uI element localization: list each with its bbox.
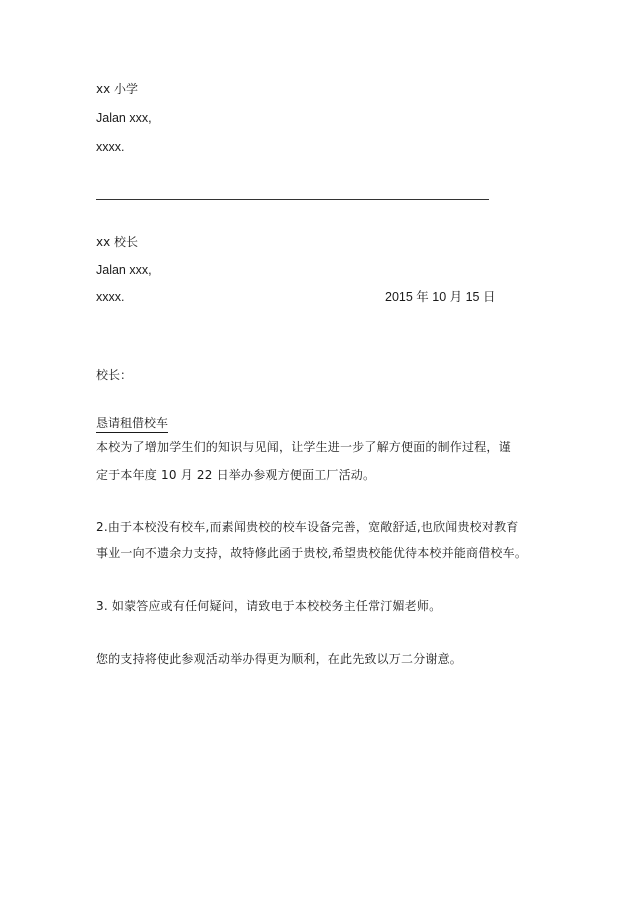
paragraph-1-line-2: 定于本年度 10 月 22 日举办参观方便面工厂活动。: [96, 468, 376, 482]
recipient-name: xx 校长: [96, 235, 139, 249]
paragraph-4-line-1: 您的支持将使此参观活动举办得更为顺利，在此先致以万二分谢意。: [96, 652, 463, 666]
paragraph-2-line-2: 事业一向不遗余力支持，故特修此函于贵校,希望贵校能优待本校并能商借校车。: [96, 546, 528, 560]
recipient-address-line2: xxxx.: [96, 290, 125, 304]
sender-name: xx 小学: [96, 82, 139, 96]
recipient-address-line1: Jalan xxx,: [96, 263, 152, 277]
letter-subject: 恳请租借校车: [96, 415, 168, 433]
paragraph-2-line-1: 2.由于本校没有校车,而素闻贵校的校车设备完善，宽敞舒适,也欣闻贵校对教育: [96, 520, 519, 534]
divider-line: [96, 199, 489, 200]
sender-address-line2: xxxx.: [96, 140, 125, 154]
paragraph-3-line-1: 3. 如蒙答应或有任何疑问，请致电于本校校务主任常汀媚老师。: [96, 599, 442, 613]
paragraph-1-line-1: 本校为了增加学生们的知识与见闻，让学生进一步了解方便面的制作过程，谨: [96, 440, 511, 454]
sender-address-line1: Jalan xxx,: [96, 111, 152, 125]
salutation: 校长：: [96, 368, 133, 382]
letter-date: 2015 年 10 月 15 日: [385, 290, 496, 304]
